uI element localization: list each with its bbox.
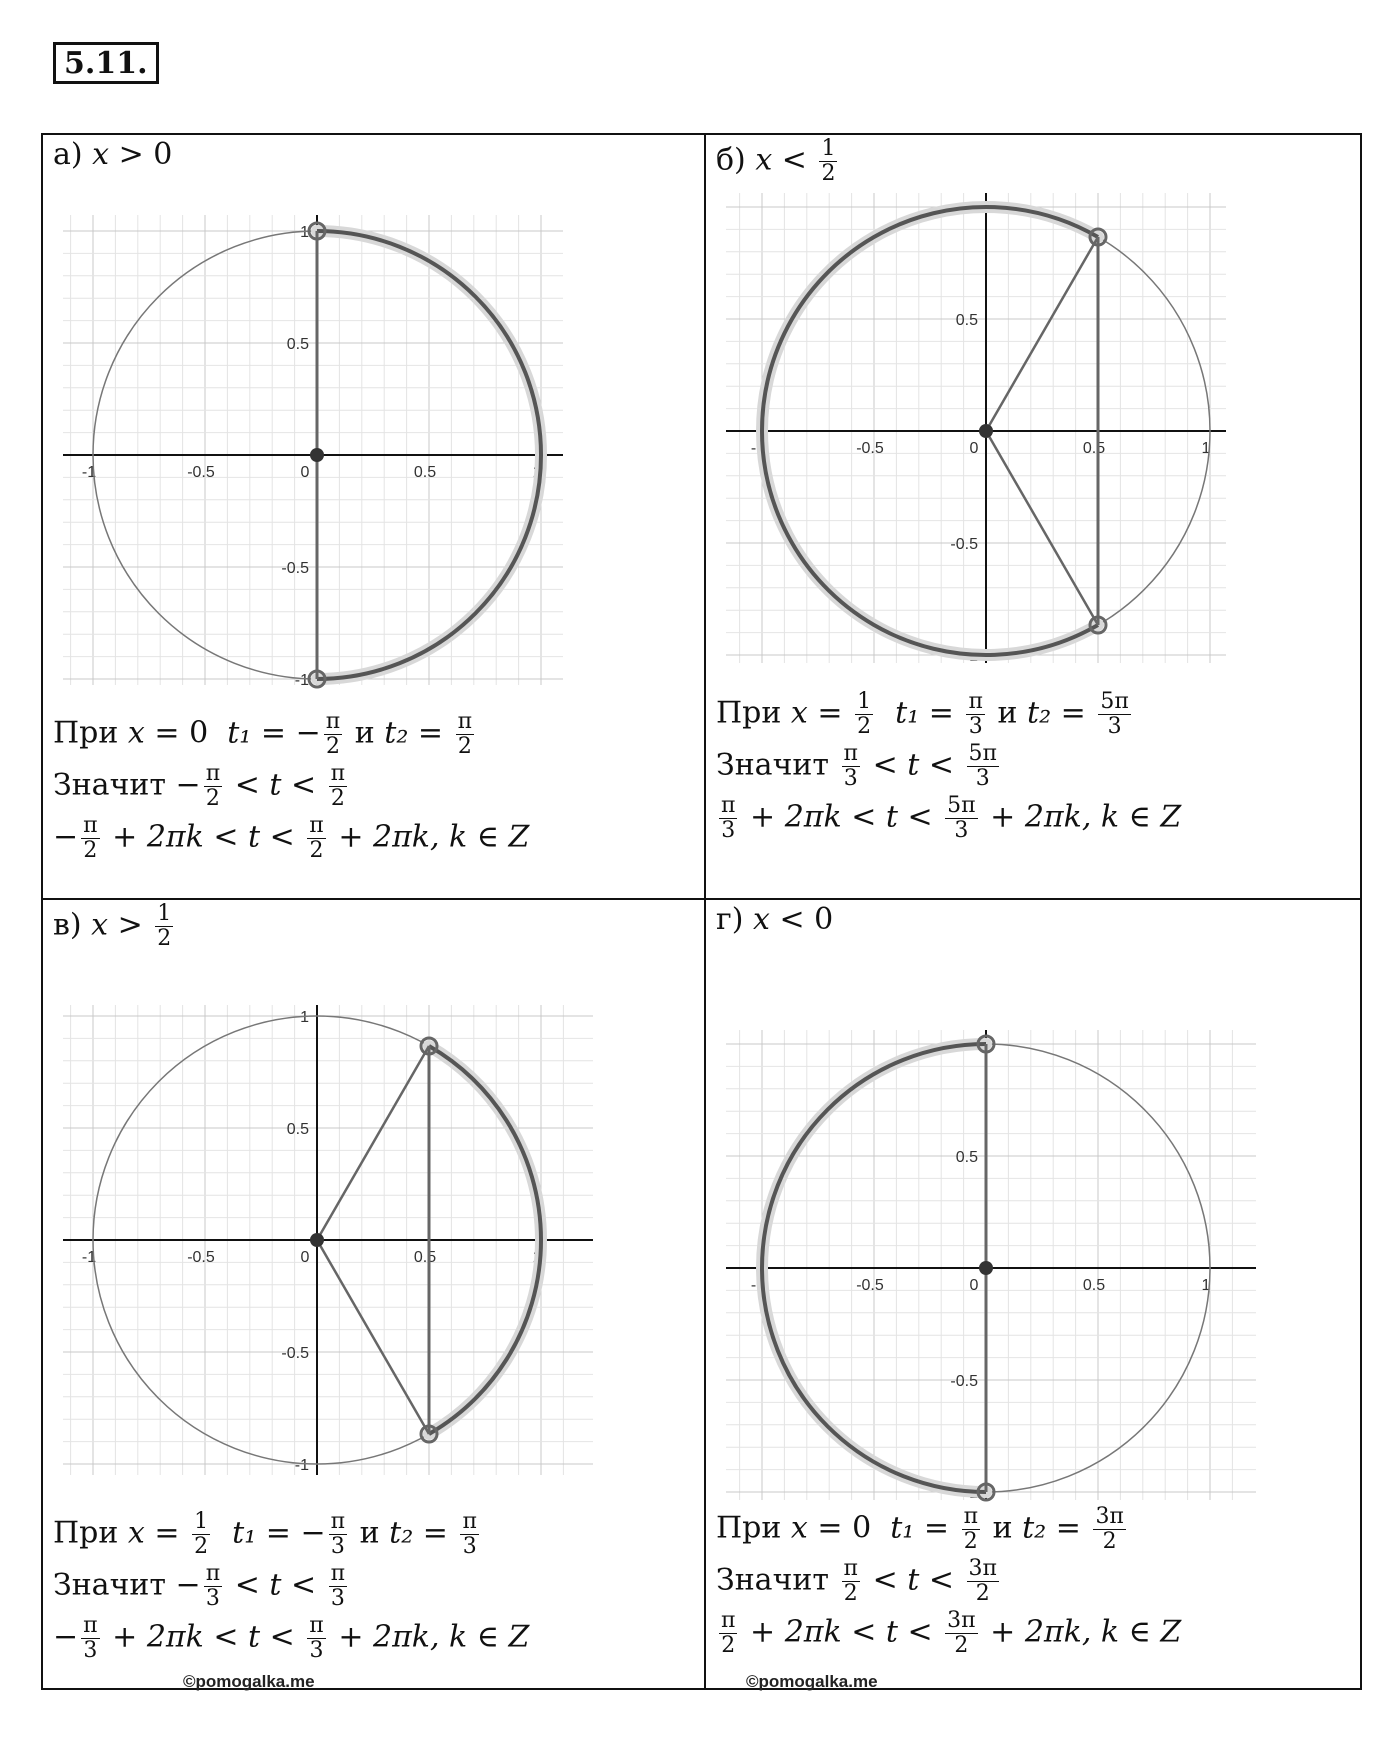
fraction-denominator: 3 [205, 1586, 220, 1611]
var-x: x [127, 715, 145, 751]
fraction-denominator: 2 [721, 1633, 736, 1658]
prefix-pri: При [53, 1515, 119, 1551]
var-x: x [92, 137, 110, 172]
grid [726, 193, 1226, 663]
fraction-numerator: 1 [157, 901, 172, 926]
fraction [1093, 1505, 1125, 1554]
fraction [204, 762, 222, 811]
fraction-numerator: π [309, 1613, 324, 1638]
fraction-numerator: π [843, 1556, 859, 1581]
fraction [842, 742, 860, 791]
y-tick-label: -1 [963, 1485, 978, 1502]
fraction [966, 690, 984, 739]
prefix-pri: При [716, 1510, 782, 1546]
t1-symbol: t₁ [890, 1510, 915, 1546]
fraction-numerator: π [968, 689, 983, 714]
prefix-znachit: Значит [716, 747, 829, 783]
fraction [81, 1614, 99, 1663]
x-tick-label: 0.5 [1082, 1277, 1106, 1294]
fraction [329, 1562, 347, 1611]
fraction-numerator: π [330, 1509, 346, 1534]
t2-symbol: t₂ [384, 715, 409, 751]
x-tick-label: 0 [300, 1249, 310, 1266]
unit-circle-plot [706, 135, 1306, 695]
t1-symbol: t₁ [895, 695, 920, 731]
condition-value: 0 [153, 137, 173, 172]
solution-line-general [53, 814, 529, 863]
unit-circle-plot [43, 135, 643, 695]
conjunction: и [354, 715, 375, 751]
y-tick-label: -0.5 [281, 560, 309, 577]
equals: = [154, 715, 180, 751]
fraction [307, 814, 325, 863]
fraction [329, 1510, 347, 1559]
fraction-denominator: 3 [1107, 714, 1122, 739]
fraction-denominator: 3 [83, 1638, 98, 1663]
fraction-denominator: 3 [721, 818, 736, 843]
general-tail: + 2πk, k ∈ Z [338, 819, 530, 855]
fraction-denominator: 2 [83, 838, 98, 863]
fraction [307, 1614, 325, 1663]
equals: = [817, 695, 843, 731]
var-x: x [91, 907, 109, 943]
t2-symbol: t₂ [1027, 695, 1052, 731]
var-x: x [790, 695, 808, 731]
solution-line-endpoints: При x = $\frac{1}{2}$ t₁ = − $\frac{\pi}{3}$ и t₂ = $\frac{\pi}{3}$ [53, 1509, 477, 1559]
radius-line [317, 1046, 429, 1240]
inequality-middle: < t < [234, 1567, 317, 1603]
solution-line-interval [53, 762, 350, 811]
radius-line [317, 1240, 429, 1434]
fraction-numerator: π [83, 813, 98, 838]
var-x: x [752, 902, 770, 937]
y-tick-label: -1 [294, 1457, 309, 1474]
x-tick-label: -1 [750, 1277, 766, 1294]
minus-sign: − [175, 767, 201, 803]
solution-line-general [53, 1614, 529, 1663]
fraction [456, 710, 474, 759]
t2-symbol: t₂ [389, 1515, 414, 1551]
t2-symbol: t₂ [1022, 1510, 1047, 1546]
t1-symbol: t₁ [227, 715, 252, 751]
fraction [192, 1510, 210, 1559]
fraction-numerator: 5π [968, 741, 997, 766]
x-tick-label: 1 [1201, 1277, 1211, 1294]
cell-g [706, 900, 1365, 1661]
y-tick-label: 0.5 [955, 312, 978, 329]
solution-table [41, 133, 1362, 1690]
origin-point [310, 448, 324, 462]
fraction [204, 1562, 222, 1611]
x-tick-label: -1 [81, 464, 97, 481]
x-tick-label: -0.5 [187, 464, 215, 481]
y-tick-label: -0.5 [950, 1373, 978, 1390]
t1-symbol: t₁ [232, 1515, 257, 1551]
fraction-denominator: 2 [330, 786, 345, 811]
prefix-pri: При [716, 695, 782, 731]
fraction-denominator: 2 [157, 926, 172, 951]
problem-number: 5.11. [53, 42, 159, 84]
fraction-numerator: π [83, 1613, 98, 1638]
x-tick-label: -0.5 [187, 1249, 215, 1266]
fraction-numerator: π [721, 793, 736, 818]
inequality-middle: < t < [234, 767, 317, 803]
minus-sign: − [53, 1619, 79, 1655]
fraction-numerator: 3π [947, 1608, 976, 1633]
x-value: 0 [852, 1510, 872, 1546]
fraction-numerator: π [963, 1504, 979, 1529]
origin-point [979, 424, 993, 438]
item-letter: в) [53, 907, 82, 943]
y-tick-label: -1 [963, 648, 978, 665]
y-tick-label: 1 [969, 1037, 978, 1054]
cell-v [43, 900, 702, 1661]
fraction-numerator: π [330, 761, 346, 786]
fraction-numerator: π [843, 741, 859, 766]
general-tail: + 2πk, k ∈ Z [338, 1619, 530, 1655]
fraction-numerator: 1 [857, 689, 872, 714]
fraction [81, 814, 99, 863]
inequality-middle: < t < [872, 1562, 954, 1598]
fraction-denominator: 2 [457, 734, 472, 759]
fraction [719, 1609, 737, 1658]
fraction-numerator: 5π [947, 793, 976, 818]
y-tick-label: 1 [969, 200, 978, 217]
fraction [719, 794, 737, 843]
origin-point [310, 1233, 324, 1247]
x-tick-label: 0.5 [413, 464, 437, 481]
fraction [842, 1557, 860, 1606]
item-letter: г) [716, 902, 744, 937]
prefix-znachit: Значит [716, 1562, 829, 1598]
watermark-right: ©pomogalka.me [746, 1672, 878, 1691]
solution-line-endpoints: При x = 0 t₁ = − $\frac{\pi}{2}$ и t₂ = $\frac{\pi}{2}$ [53, 709, 473, 759]
inequality-op: > [117, 907, 143, 943]
var-x: x [790, 1510, 808, 1546]
item-letter: б) [716, 142, 746, 178]
x-tick-label: 0.5 [413, 1249, 437, 1266]
fraction-denominator: 3 [309, 1638, 324, 1663]
radius-line [986, 237, 1098, 431]
fraction-numerator: π [309, 813, 324, 838]
fraction [855, 690, 873, 739]
fraction-numerator: 3π [1095, 1504, 1124, 1529]
inequality-middle: < t < [872, 747, 954, 783]
solution-line-interval [716, 742, 1002, 791]
fraction [967, 742, 999, 791]
inequality-middle: + 2πk < t < [750, 799, 933, 835]
fraction-numerator: π [721, 1608, 736, 1633]
fraction-numerator: π [205, 1561, 221, 1586]
fraction [967, 1557, 999, 1606]
equals: = [817, 1510, 843, 1546]
item-letter: а) [53, 137, 83, 172]
minus-sign: − [295, 715, 321, 751]
fraction [329, 762, 347, 811]
y-tick-label: 0.5 [286, 1121, 309, 1138]
fraction-denominator: 2 [194, 1534, 209, 1559]
x-value: 0 [189, 715, 209, 751]
fraction-denominator: 2 [325, 734, 340, 759]
y-tick-label: -0.5 [281, 1345, 309, 1362]
fraction-denominator: 2 [843, 1581, 858, 1606]
solution-line-endpoints: При x = $\frac{1}{2}$ t₁ = $\frac{\pi}{3}$ и t₂ = $\frac{5\pi}{3}$ [716, 689, 1129, 739]
solution-line-interval [716, 1557, 1002, 1606]
fraction [1098, 690, 1130, 739]
inequality-op: < [779, 902, 805, 937]
fraction-denominator: 3 [843, 766, 858, 791]
prefix-znachit: Значит [53, 767, 166, 803]
y-tick-label: 1 [300, 1009, 309, 1026]
general-tail: + 2πk, k ∈ Z [990, 1614, 1182, 1650]
fraction-denominator: 2 [309, 838, 324, 863]
fraction-numerator: π [205, 761, 221, 786]
inequality-op: < [781, 142, 807, 178]
solution-line-endpoints: При x = 0 t₁ = $\frac{\pi}{2}$ и t₂ = $\frac{3\pi}{2}$ [716, 1504, 1124, 1554]
minus-sign: − [300, 1515, 326, 1551]
fraction-numerator: 5π [1100, 689, 1129, 714]
solution-line-interval [53, 1562, 350, 1611]
fraction-numerator: 1 [194, 1509, 209, 1534]
conjunction: и [997, 695, 1018, 731]
watermark-left: ©pomogalka.me [183, 1672, 315, 1691]
x-tick-label: 0 [300, 464, 310, 481]
y-tick-label: 0.5 [286, 336, 309, 353]
solution-line-general [716, 1609, 1181, 1658]
inequality-middle: + 2πk < t < [112, 1619, 295, 1655]
radius-line [986, 431, 1098, 625]
var-x: x [127, 1515, 145, 1551]
general-tail: + 2πk, k ∈ Z [990, 799, 1182, 835]
y-tick-label: 0.5 [955, 1149, 978, 1166]
x-tick-label: 1 [1201, 440, 1211, 457]
x-tick-label: 0 [969, 440, 979, 457]
fraction-denominator: 2 [1102, 1529, 1117, 1554]
prefix-pri: При [53, 715, 119, 751]
unit-circle-plot [43, 900, 643, 1474]
x-tick-label: -0.5 [856, 440, 884, 457]
fraction-denominator: 2 [954, 1633, 969, 1658]
fraction-numerator: π [457, 709, 473, 734]
solution-line-general [716, 794, 1181, 843]
x-tick-label: 0.5 [1082, 440, 1106, 457]
x-tick-label: -1 [81, 1249, 97, 1266]
x-tick-label: 1 [532, 464, 542, 481]
unit-circle-plot [706, 900, 1306, 1502]
cell-a [43, 135, 702, 896]
fraction-denominator: 2 [975, 1581, 990, 1606]
fraction-denominator: 3 [968, 714, 983, 739]
inequality-middle: + 2πk < t < [750, 1614, 933, 1650]
fraction-denominator: 3 [330, 1534, 345, 1559]
fraction-numerator: π [462, 1509, 477, 1534]
var-x: x [755, 142, 773, 178]
prefix-znachit: Значит [53, 1567, 166, 1603]
minus-sign: − [53, 819, 79, 855]
fraction [945, 794, 977, 843]
fraction-denominator: 3 [462, 1534, 477, 1559]
fraction-denominator: 2 [821, 161, 836, 186]
fraction-denominator: 2 [857, 714, 872, 739]
x-tick-label: -0.5 [856, 1277, 884, 1294]
fraction-denominator: 3 [975, 766, 990, 791]
fraction-numerator: π [330, 1561, 346, 1586]
conjunction: и [992, 1510, 1013, 1546]
fraction-denominator: 2 [963, 1529, 978, 1554]
conjunction: и [359, 1515, 380, 1551]
fraction-denominator: 2 [205, 786, 220, 811]
fraction-numerator: 1 [821, 136, 836, 161]
cell-b [706, 135, 1365, 896]
y-tick-label: 1 [300, 224, 309, 241]
fraction [460, 1510, 478, 1559]
fraction [945, 1609, 977, 1658]
minus-sign: − [175, 1567, 201, 1603]
origin-point [979, 1261, 993, 1275]
x-tick-label: 1 [532, 1249, 542, 1266]
fraction-numerator: 3π [968, 1556, 997, 1581]
x-tick-label: 0 [969, 1277, 979, 1294]
fraction-numerator: π [325, 709, 341, 734]
inequality-middle: + 2πk < t < [112, 819, 295, 855]
x-tick-label: -1 [750, 440, 766, 457]
y-tick-label: -1 [294, 672, 309, 689]
inequality-op: > [118, 137, 144, 172]
equals: = [154, 1515, 180, 1551]
fraction-denominator: 3 [954, 818, 969, 843]
fraction [324, 710, 342, 759]
fraction [962, 1505, 980, 1554]
fraction-denominator: 3 [330, 1586, 345, 1611]
condition-value: 0 [814, 902, 834, 937]
y-tick-label: -0.5 [950, 536, 978, 553]
